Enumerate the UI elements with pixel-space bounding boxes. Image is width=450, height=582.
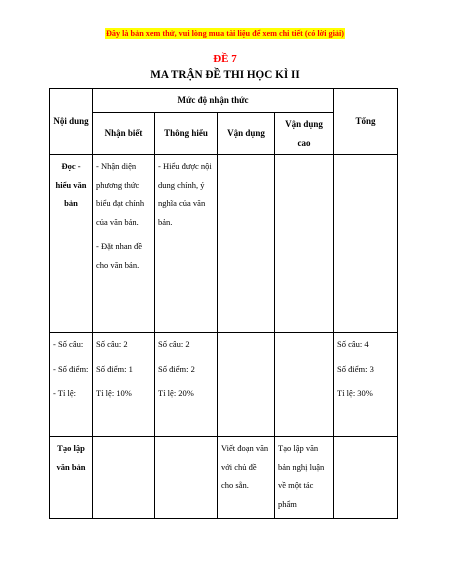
matrix-table bbox=[49, 88, 398, 519]
cell-text: - Số câu: bbox=[53, 339, 84, 349]
preview-banner: Đây là bản xem thử, vui lòng mua tài liệu để xem chi tiết (có lời giải) bbox=[105, 29, 344, 38]
header-content: Nội dung bbox=[50, 89, 93, 155]
cell-text: Số câu: 2 bbox=[158, 339, 190, 349]
cell-empty bbox=[155, 437, 218, 519]
cell-nb-counts bbox=[93, 333, 155, 437]
row-label-tao-lap: Tạo lập văn bản bbox=[50, 437, 93, 519]
cell-text: Tỉ lệ: 20% bbox=[158, 388, 194, 398]
cell-empty bbox=[334, 155, 398, 333]
table-row bbox=[50, 155, 398, 333]
cell-text: Số điểm: 2 bbox=[158, 363, 195, 374]
cell-text: Số điểm: 3 bbox=[337, 363, 374, 374]
cell-text: Số câu: 2 bbox=[96, 339, 128, 349]
cell-empty bbox=[334, 437, 398, 519]
cell-van-dung: Viết đoạn văn với chủ đề cho sẵn. bbox=[218, 437, 275, 519]
table-row bbox=[50, 333, 398, 437]
cell-text: Số câu: 4 bbox=[337, 339, 369, 349]
header-level: Mức độ nhận thức bbox=[93, 89, 334, 113]
cell-van-dung-cao: Tạo lập văn bản nghị luận về một tác phẩm bbox=[275, 437, 334, 519]
cell-empty bbox=[218, 155, 275, 333]
cell-empty bbox=[275, 155, 334, 333]
exam-number: ĐỀ 7 bbox=[213, 53, 237, 65]
header-nhan-biet: Nhận biết bbox=[93, 113, 155, 155]
table-row bbox=[50, 437, 398, 519]
row-label-counts bbox=[50, 333, 93, 437]
row-label-doc-hieu: Đọc - hiểu văn bản bbox=[50, 155, 93, 333]
cell-empty bbox=[218, 333, 275, 437]
cell-thong-hieu: - Hiểu được nội dung chính, ý nghĩa của văn bản. bbox=[155, 155, 218, 333]
cell-empty bbox=[93, 437, 155, 519]
cell-text: Tỉ lệ: 10% bbox=[96, 388, 132, 398]
cell-text: Số điểm: 1 bbox=[96, 363, 133, 374]
cell-text: - Số điểm: bbox=[53, 363, 89, 374]
cell-th-counts bbox=[155, 333, 218, 437]
header-thong-hieu: Thông hiểu bbox=[155, 113, 218, 155]
cell-nhan-biet bbox=[93, 155, 155, 333]
page-title: MA TRẬN ĐỀ THI HỌC KÌ II bbox=[150, 69, 300, 81]
header-van-dung-cao: Vận dụng cao bbox=[275, 113, 334, 155]
header-total: Tổng bbox=[334, 89, 398, 155]
cell-text: Tỉ lệ: 30% bbox=[337, 388, 373, 398]
cell-text: - Tỉ lệ: bbox=[53, 388, 76, 398]
header-row bbox=[50, 89, 398, 113]
cell-text: - Đặt nhan đề cho văn bản. bbox=[96, 241, 143, 270]
header-van-dung: Vận dụng bbox=[218, 113, 275, 155]
cell-empty bbox=[275, 333, 334, 437]
cell-text: - Nhận diện phương thức biểu đạt chính của văn bản. bbox=[96, 161, 145, 227]
cell-total-counts bbox=[334, 333, 398, 437]
